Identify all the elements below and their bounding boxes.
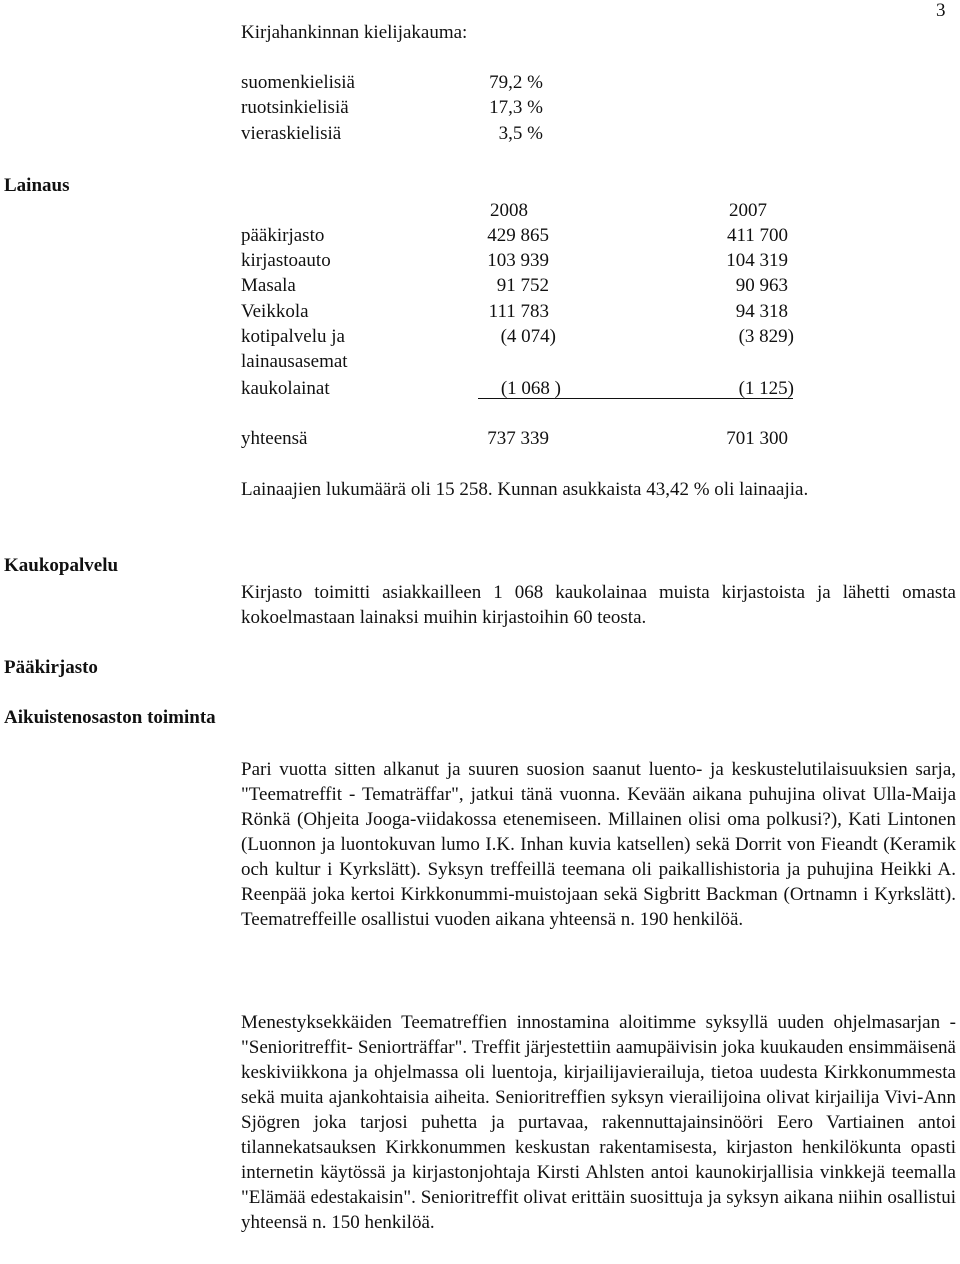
lending-value-2008: 429 865 xyxy=(487,225,549,246)
language-label: ruotsinkielisiä xyxy=(241,97,349,118)
language-label: vieraskielisiä xyxy=(241,123,342,144)
lending-value-2008: (1 068 ) xyxy=(500,378,561,399)
adult-section-heading: Aikuistenosaston toiminta xyxy=(4,707,216,728)
lending-value-2007: (3 829) xyxy=(738,326,794,347)
lending-row-label-cont: lainausasemat xyxy=(241,351,348,372)
total-2008: 737 339 xyxy=(487,428,549,449)
lending-row-label: Masala xyxy=(241,275,296,296)
adult-paragraph-2: Menestyksekkäiden Teematreffien innostamina aloitimme syksyllä uuden ohjelmasarjan - "Senioritreffit- Seniorträffar". Treffit järjestettiin aamupäivisin joka kuukauden ensimmäisenä keskiviikkona ja ohjelmassa oli luentoja, kirjailijavierailuja, tietoa uudesta Kirkkonummesta sekä muita ajankohtaisia aiheita. Senioritreffien syksyn vierailijoina olivat kirjailija Vivi-Ann Sjögren joka tarjosi puhetta ja purtavaa, rakennuttajainsinööri Eero Vartiainen antoi tilannekatsauksen Kirkkonummen keskustan rakentamisesta, kirjaston henkilökunta opasti internetin käytössä ja kirjastonjohtaja Kirsti Ahlsten antoi kaunokirjallisia vinkkejä teemalla "Elämää edestakaisin". Senioritreffit olivat erittäin suosittuja ja syksyn aikana niihin osallistui yhteensä n. 150 henkilöä. xyxy=(241,1012,956,1233)
lending-value-2007: 94 318 xyxy=(735,301,788,322)
lending-value-2008: 103 939 xyxy=(487,250,549,271)
language-value: 79,2 % xyxy=(489,72,543,93)
lending-row-label: kaukolainat xyxy=(241,378,330,399)
language-value: 17,3 % xyxy=(489,97,543,118)
borrowers-note: Lainaajien lukumäärä oli 15 258. Kunnan asukkaista 43,42 % oli lainaajia. xyxy=(241,479,809,500)
year-header-2008: 2008 xyxy=(490,200,528,221)
lending-row-label: kirjastoauto xyxy=(241,250,331,271)
year-header-2007: 2007 xyxy=(729,200,767,221)
interlibrary-text: Kirjasto toimitti asiakkailleen 1 068 kaukolainaa muista kirjastoista ja lähetti omasta kokoelmastaan lainaksi muihin kirjastoihin 60 teosta. xyxy=(241,582,956,628)
total-2007: 701 300 xyxy=(726,428,788,449)
lending-row-label: Veikkola xyxy=(241,301,309,322)
lending-value-2007: 411 700 xyxy=(726,225,788,246)
adult-paragraph-1: Pari vuotta sitten alkanut ja suuren suosion saanut luento- ja keskustelutilaisuuksien sarja, "Teematreffit - Tematräffar", jatkui tänä vuonna. Kevään aikana puhujina olivat Ulla-Maija Rönkä (Ohjeita Jooga-viidakossa etenemiseen. Millainen olisi oma polkusi?), Kati Lintonen (Luonnon ja luontokuvan lumo I.K. Inhan kuvia katsellen) sekä Dorrit von Fieandt (Keramik och kultur i Kyrkslätt). Syksyn treffeillä teemana oli paikallishistoria ja puhujina Heikki A. Reenpää joka kertoi Kirkkonummi-muistojaan sekä Sigbritt Backman (Ortnamn i Kyrkslätt). Teematreffeille osallistui vuoden aikana yhteensä n. 190 henkilöä. xyxy=(241,759,956,930)
main-library-heading: Pääkirjasto xyxy=(4,657,98,678)
language-title: Kirjahankinnan kielijakauma: xyxy=(241,22,468,43)
interlibrary-heading: Kaukopalvelu xyxy=(4,555,119,576)
lending-value-2007: 90 963 xyxy=(735,275,788,296)
page-number: 3 xyxy=(936,0,946,21)
lending-value-2008: 91 752 xyxy=(496,275,549,296)
lending-value-2008: (4 074) xyxy=(500,326,556,347)
lending-row-label: kotipalvelu ja xyxy=(241,326,345,347)
lending-heading: Lainaus xyxy=(4,175,70,196)
total-label: yhteensä xyxy=(241,428,308,449)
lending-row-label: pääkirjasto xyxy=(241,225,325,246)
lending-value-2007: 104 319 xyxy=(726,250,788,271)
language-label: suomenkielisiä xyxy=(241,72,355,93)
language-value: 3,5 % xyxy=(498,123,543,144)
lending-value-2008: 111 783 xyxy=(488,301,549,322)
lending-value-2007: (1 125) xyxy=(738,378,794,399)
